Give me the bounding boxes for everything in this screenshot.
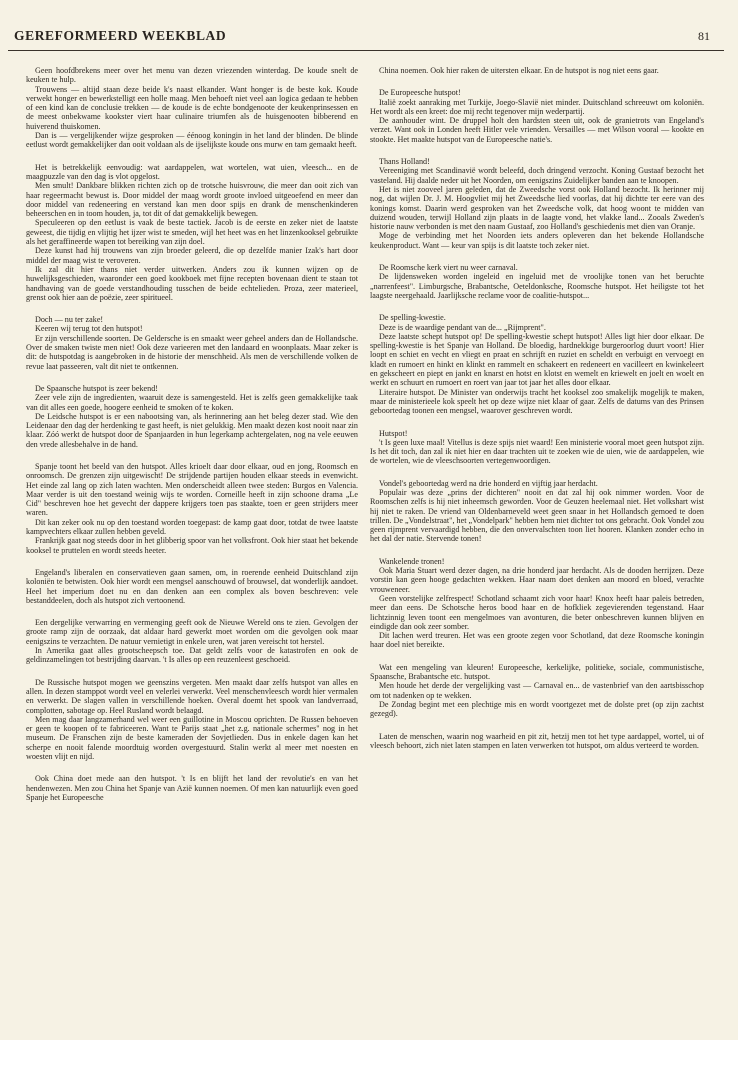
article-section <box>370 88 704 144</box>
paragraph: De spelling-kwestie. <box>379 313 446 323</box>
article-section <box>26 66 358 150</box>
paragraph: Thans Holland! <box>379 157 430 167</box>
paragraph: Ik zal dit hier thans niet verder uitwerken. Anders zou ik kunnen wijzen op de huwelijksgeschieden, waaronder een goed kookboek met fijne recepten bovenaan dient te staan tot handhaving van de goede verstandhouding tusschen de beide echtelieden. Proza, zeer materieel, grenst ook hier aan de poëzie, zeer spiritueel. <box>26 264 358 302</box>
paragraph: De Spaansche hutspot is zeer bekend! <box>35 383 158 393</box>
paragraph: Het is niet zooveel jaren geleden, dat de Zweedsche vorst ook Holland bezocht. Ik herinner mij nog, dat wijlen Dr. J. M. Hoogvliet mij het Zweedsche lied voorlas, dat hij dichtte ter eere van des konings komst. Daarin werd gesproken van het Zweedsche volk, dat hoog woont te midden van duizend wouden, terwijl Holland zijn plaats in de laagte vond, het vlakke land... Zooals Zweden's historie nauw verbonden is met den naam Gustaaf, zoo Holland's geschiedenis met dien van Oranje. <box>370 184 704 232</box>
paragraph: Men houde het derde der vergelijking vast — Carnaval en... de vastenbrief van den aartsbisschop om tot nadenken op te wekken. <box>370 681 704 700</box>
paragraph: Speculeeren op den eetlust is vaak de beste tactiek. Jacob is de eerste en zeker niet de laatste geweest, die tijdig en vlijtig het ijzer wist te smeden, wijl het heet was en het linzenkooksel gebruikte als het geraffineerde wapen tot bereiking van zijn doel. <box>26 218 358 247</box>
paragraph: Men mag daar langzamerhand wel weer een guillotine in Moscou oprichten. De Russen behoeven er geen te koopen of te fabriceeren. Want te Parijs staat „het z.g. nationale schermes" nog in het museum. De Franschen zijn de beste kameraden der Sovjetlieden. Dus in enkele dagen kan het scherpe en nooit falende moordtuig worden overgestuurd. Stalin werkt al meer met noesten en woesten vlijt en nijd. <box>26 714 358 761</box>
paragraph: Engeland's liberalen en conservatieven gaan samen, om, in roerende eenheid Duitschland zijn koloniën te betwisten. Ook hier wordt een mengsel aanschouwd of brouwsel, dat wonderlijk aandoet. Heel het imperium doet nu en dan denken aan een complex als boven beschreven: vele bestanddeelen, doch als hutspot zich vertoonend. <box>26 567 358 605</box>
paragraph: Het is betrekkelijk eenvoudig: wat aardappelen, wat wortelen, wat uien, vleesch... en de maagpuzzle van den dag is vlot opgelost. <box>26 162 358 181</box>
page-number: 81 <box>698 29 710 43</box>
paragraph: Men smult! Dankbare blikken richten zich op de trotsche huisvrouw, die meer dan ooit zich van haar regeermacht bewust is. Door middel der maag wordt groote invloed uitgeoefend en meer dan door middel van redeneering en verstand kan men door spijs en drank de menschenkinderen beheerschen en in toom houden, ja, tot dit of dat gemakkelijk bewegen. <box>26 181 358 219</box>
paragraph: De Zondag begint met een plechtige mis en wordt voortgezet met de dolste pret (op zijn zachtst gezegd). <box>370 699 704 719</box>
left-column <box>26 66 358 815</box>
article-section <box>26 618 358 664</box>
paragraph: Keeren wij terug tot den hutspot! <box>35 324 143 334</box>
paragraph: Dan is — vergelijkender wijze gesproken — éénoog koningin in het land der blinden. De blinde eetlust wordt gemakkelijker dan ooit voldaan als de ijselijkste koude ons murw en tam gemaakt heeft. <box>26 131 358 150</box>
article-section <box>26 774 358 802</box>
paragraph: Deze is de waardige pendant van de... „Rijmprent". <box>379 322 546 332</box>
article-section <box>26 462 358 555</box>
paragraph: De Roomsche kerk viert nu weer carnaval. <box>379 263 518 273</box>
paragraph: Dit kan zeker ook nu op den toestand worden toegepast: de kamp gaat door, totdat de twee laatste kampvechters elkaar zullen hebben geveld. <box>26 517 358 537</box>
article-section <box>370 66 704 75</box>
article-section <box>26 163 358 302</box>
article-section <box>370 479 704 544</box>
article-section <box>370 429 704 466</box>
paragraph: Een dergelijke verwarring en vermenging geeft ook de Nieuwe Wereld ons te zien. Gevolgen der groote ramp zijn de oorzaak, dat aldaar hard gewerkt moet worden om die gevolgen ook maar eenigszins te verzachten. De natuur vernietigt in enkele uren, wat jaren vereischt tot herstel. <box>26 618 358 646</box>
paragraph: Ook Maria Stuart werd dezer dagen, na drie honderd jaar herdacht. Als de dooden herrijzen. Deze vorstin kan geen hooge gedachten wekken. Haar naam doet denken aan moord en bloed, verachte vrouweneer. <box>370 566 704 594</box>
paragraph: De Russische hutspot mogen we geenszins vergeten. Men maakt daar zelfs hutspot van alles en allen. In dezen stamppot wordt veel en velerlei verwerkt. Veel menschenvleesch wordt hier vermalen en verwerkt. De slagen vallen in verschillende hoeken. Overal doemt het spook van landverraad, complotten, sabotage op. Heel Rusland wordt belaagd. <box>26 677 358 715</box>
paragraph: Er zijn verschillende soorten. De Geldersche is en smaakt weer geheel anders dan de Hollandsche. Over de smaken twiste men niet! Ook deze varieeren met den landaard en woonplaats. Maar zeker is dit: de hutspotdag is aangebroken in de historie der menschheid. Als men de verschillende volken de revue laat passeeren, valt dit niet te ontkennen. <box>26 333 358 371</box>
paragraph: Spanje toont het beeld van den hutspot. Alles krioelt daar door elkaar, oud en jong, Roomsch en onroomsch. De grenzen zijn uitgewischt! De strijdende partijen houden elkaar steeds in evenwicht. Het einde zal lang op zich laten wachten. Men onderscheidt alleen twee steden: Burgos en Valencia. Maar verder is uit den toestand weinig wijs te worden. Corneille heeft in zijn schoone drama „Le Cid" beschreven hoe het gevecht der dappere krijgers toen pas staakte, toen er geen strijders meer waren. <box>26 461 358 518</box>
paragraph: Wankelende tronen! <box>379 556 445 566</box>
paragraph: De Europeesche hutspot! <box>379 88 461 98</box>
article-section <box>370 263 704 300</box>
article-section <box>26 384 358 449</box>
article-section <box>370 313 704 415</box>
paragraph: Hutspot! <box>379 428 408 438</box>
paragraph: Dit lachen werd treuren. Het was een groote zegen voor Schotland, dat deze Roomsche koningin haar doel niet bereikte. <box>370 631 704 650</box>
paragraph: Laten de menschen, waarin nog waarheid en pit zit, hetzij men tot het type aardappel, wortel, ui of vleesch behoort, zich niet laten stampen en laten verwerken tot hutspot, om aldus verteerd te worden. <box>370 731 704 750</box>
page-bottom-margin <box>0 1040 738 1068</box>
paragraph: Italië zoekt aanraking met Turkije, Joego-Slavië niet minder. Duitschland schreeuwt om koloniën. Het wordt als een kreet: doe mij recht tegenover mijn wederpartij. <box>370 97 704 116</box>
right-column <box>370 66 704 763</box>
paragraph: Moge de verbinding met het Noorden iets anders opleveren dan het bekende Hollandsche keukenproduct. Want — keur van spijs is dit laatste toch zeker niet. <box>370 231 704 250</box>
paragraph: Literaire hutspot. De Minister van onderwijs tracht het kooksel zoo smakelijk mogelijk te maken, maar de ministerieele kok speelt het op deze wijze niet klaar of gaar. Zelfs de datums van des Prinsen geboortedag toonen een mengsel, waarover geschreven wordt. <box>370 387 704 416</box>
paragraph: Wat een mengeling van kleuren! Europeesche, kerkelijke, politieke, sociale, communistische, Spaansche, Brabantsche etc. hutspot. <box>370 662 704 682</box>
paragraph: China noemen. Ook hier raken de uitersten elkaar. En de hutspot is nog niet eens gaar. <box>379 66 659 75</box>
article-section <box>370 663 704 719</box>
paragraph: Doch — nu ter zake! <box>35 315 104 325</box>
paragraph: Populair was deze „prins der dichteren" nooit en dat zal hij ook nimmer worden. Voor de Roomschen zelfs is hij niet inheemsch geworden. Voor de Geuzen heelemaal niet. Het volkshart wist hij niet te raken. De vriend van Oldenbarneveld weet geen snaar in het Hollandsch gemoed te doen trillen. De „Vondelstraat", het „Vondelpark" hebben hem niet dichter tot ons gebracht. Ook Vondel zou geen rijmprent vervaardigd hebben, die den onvervalschten toon liet hooren. Klanken zonder echo in het dal der natie. Stervende tonen! <box>370 487 704 544</box>
paragraph: Vereeniging met Scandinavië wordt beleefd, doch dringend verzocht. Koning Gustaaf bezocht het vasteland. Hij daalde neder uit het Noorden, om eenigszins Zuidelijker banden aan te knoopen. <box>370 166 704 185</box>
paragraph: Deze kunst had hij trouwens van zijn broeder geleerd, die op dezelfde manier Izak's hart door middel der maag wist te veroveren. <box>26 246 358 265</box>
article-section <box>370 732 704 751</box>
paragraph: De aanhouder wint. De druppel holt den hardsten steen uit, ook de granietrots van Engeland's verzet. Want ook in Londen heeft Hitler vele vrienden. Versailles — met Wilson vooral — kookte en stookte. Het maakte hutspot van de Europeesche natie's. <box>370 116 704 144</box>
paragraph: 't Is geen luxe maal! Vitellus is deze spijs niet waard! Een ministerie vooral moet geen hutspot zijn. Is het dit toch, dan zal ik niet hier en daar trachten uit te zoeken wie de uien, wie de aardappelen, wie de wortelen, wie de vleeschsoorten vertegenwoordigen. <box>370 437 704 466</box>
paragraph: Vondel's geboortedag werd na drie honderd en vijftig jaar herdacht. <box>379 478 598 488</box>
paragraph: Ook China doet mede aan den hutspot. 't Is en blijft het land der revolutie's en van het hendenwezen. Men zou China het Spanje van Azië kunnen noemen. Of men kan natuurlijk even goed Spanje het Europeesche <box>26 774 358 802</box>
paragraph: Geen vorstelijke zelfrespect! Schotland schaamt zich voor haar! Knox heeft haar paleis betreden, meer dan eens. De Schotsche heros bood haar en de hofkliek zegevierenden tegenstand. Haar lichtzinnig leven toont een mengelmoes van avonturen, die beter onbeschreven kunnen blijven en eindigde dan ook zeer somber. <box>370 593 704 631</box>
article-section <box>370 557 704 650</box>
article-section <box>26 315 358 371</box>
article-section <box>26 678 358 762</box>
paragraph: Frankrijk gaat nog steeds door in het glibberig spoor van het volksfront. Ook hier staat het bekende kooksel te pruttelen en wordt steeds heeter. <box>26 536 358 555</box>
paragraph: Geen hoofdbrekens meer over het menu van dezen vriezenden winterdag. De koude snelt de keuken te hulp. <box>26 66 358 85</box>
paragraph: In Amerika gaat alles grootscheepsch toe. Dat geldt zelfs voor de katastrofen en ook de geldinzamelingen tot bestrijding daarvan. 't Is alles op een reuzenleest geschoeid. <box>26 646 358 665</box>
paragraph: De Leidsche hutspot is er een nabootsing van, als herinnering aan het beleg dezer stad. Wie den Leidenaar den dag der herdenking te gast heeft, is niet gelukkig. Men maakt dezen kost nooit naar zin klaar. Zóó werkt de hutspot door de Spanjaarden in hun legerkamp achtergelaten, nog na vele eeuwen den vrede allesbehalve in de hand. <box>26 411 358 449</box>
paragraph: De lijdensweken worden ingeleid en ingeluid met de vroolijke tonen van het beruchte „narrenfeest". Limburgsche, Brabantsche, Oeteldonksche, Roomsche hutspot. Het heiligste tot het laagste neergehaald. Jaarlijksche reclame voor de coalitie-hutspot... <box>370 272 704 300</box>
article-section <box>26 568 358 605</box>
article-section <box>370 157 704 250</box>
paragraph: Zeer vele zijn de ingredienten, waaruit deze is samengesteld. Het is zelfs geen gemakkelijke taak van dit alles een goede, hoogere eenheid te smoken of te koken. <box>26 393 358 412</box>
paragraph: Trouwens — altijd staan deze beide k's naast elkander. Want honger is de beste kok. Koude verwekt honger en bewerkstelligt een holle maag. Men behoeft niet veel aan logica gedaan te hebben of een kind kan de conclusie trekken — de koude is de echte bondgenoote der keukenprinsessen en de meest onbekwame kookster viert haar culinaire triumfen als de huisgenooten bibberend en huiverend thuiskomen. <box>26 84 358 131</box>
page-header <box>8 24 724 51</box>
paragraph: Deze laatste schept hutspot op! De spelling-kwestie schept hutspot! Alles ligt hier door elkaar. De spelling-kwestie is het Spanje van Holland. De bloedig, hardnekkige burgeroorlog duurt voort! Hier loopt en schiet en vecht en vliegt en praat en schrijft en ruziet en scheldt en verbuigt en vervoegt en kladt en rumoert en hinkt en klinkt en rammelt en schakeert en redeneert en vacilleert en kwinkeleert en gekscheert en piept en jankt en knarst en hotst en klotst en wemelt en kriewelt en joelt en woelt en werkt en schuurt en rumoert en roert van jaar tot jaar het alles door elkaar. <box>370 331 704 388</box>
publication-title: GEREFORMEERD WEEKBLAD <box>14 28 227 43</box>
